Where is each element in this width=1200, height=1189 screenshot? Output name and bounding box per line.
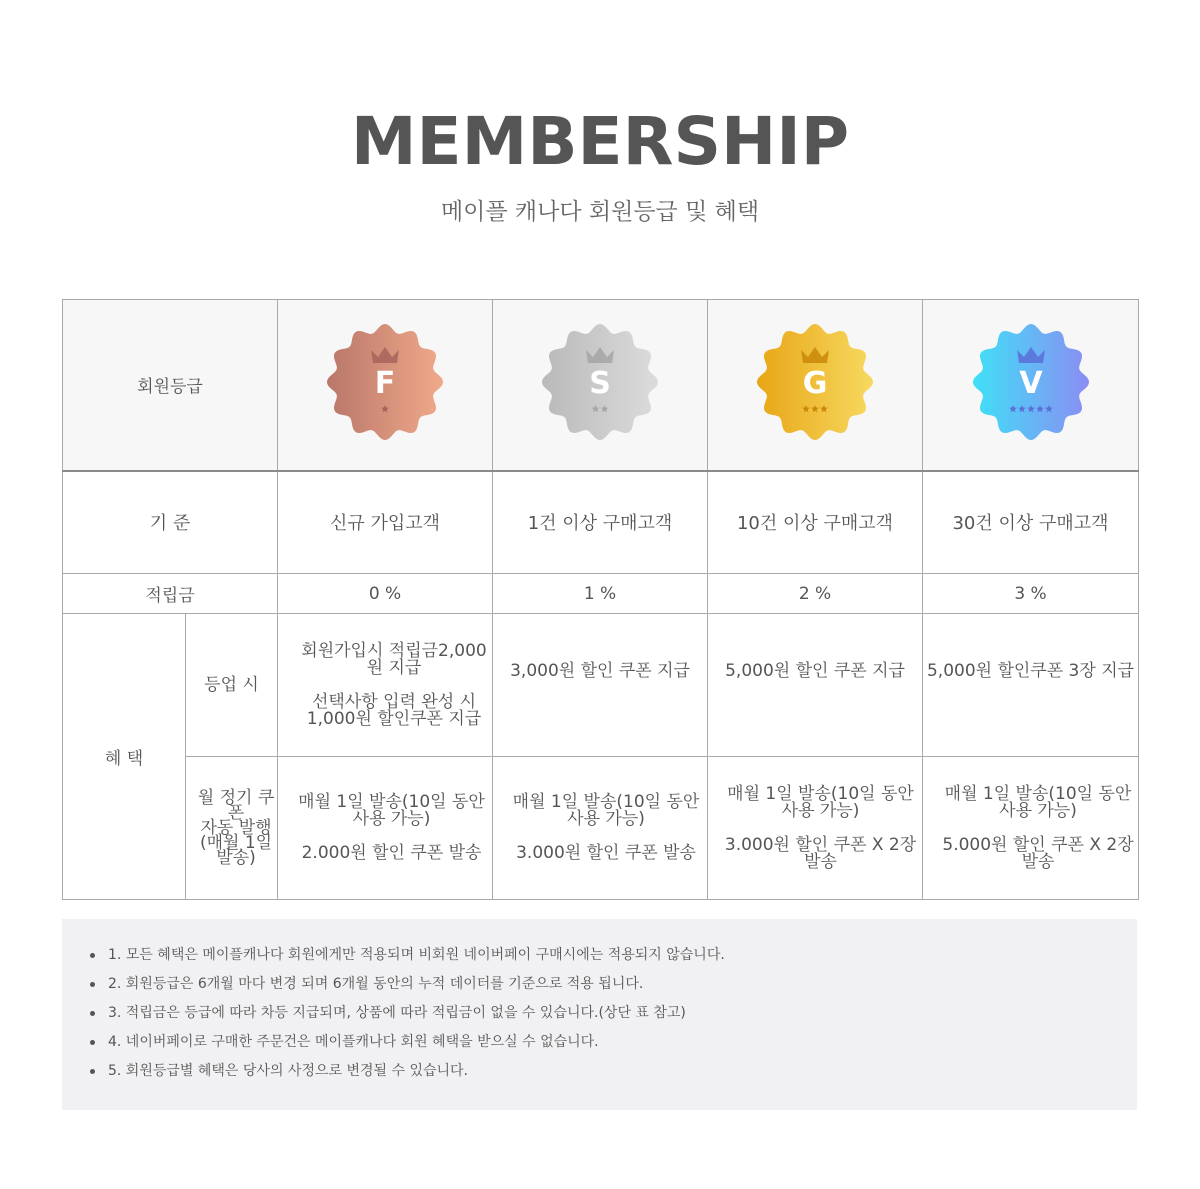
badge-graphic xyxy=(541,323,659,441)
note-item xyxy=(86,1057,1137,1086)
upgrade-label: 등업 시 xyxy=(186,614,278,757)
criteria-row xyxy=(63,471,1139,574)
benefit-line: 3,000원 할인 쿠폰 지급 xyxy=(510,661,690,681)
badge-graphic xyxy=(972,323,1090,441)
note-item xyxy=(86,1028,1137,1057)
monthly-label-line: 자동 발행 xyxy=(200,817,272,838)
badge-graphic xyxy=(756,323,874,441)
benefit-line: 매월 1일 발송(10일 동안 사용 가능) xyxy=(727,783,914,821)
benefit-line: 5,000원 할인 쿠폰 지급 xyxy=(725,661,905,681)
points-cell: 0 % xyxy=(278,574,493,614)
grade-cell-v xyxy=(923,300,1139,471)
bullet-icon xyxy=(90,982,95,987)
benefit-line: 3.000원 할인 쿠폰 발송 xyxy=(516,843,696,863)
monthly-label-line: (매월 1일 발송) xyxy=(199,832,273,868)
notes-list xyxy=(86,941,1137,1086)
notes-box xyxy=(62,919,1137,1110)
benefit-line: 3.000원 할인 쿠폰 X 2장 발송 xyxy=(724,834,917,872)
points-cell: 3 % xyxy=(923,574,1139,614)
monthly-benefit-cell xyxy=(278,757,493,900)
monthly-benefit-row xyxy=(63,757,1139,900)
upgrade-benefit-cell xyxy=(493,614,708,757)
note-text: 2. 회원등급은 6개월 마다 변경 되며 6개월 동안의 누적 데이터를 기준으로 적용 됩니다. xyxy=(108,976,644,992)
note-text: 5. 회원등급별 혜택은 당사의 사정으로 변경될 수 있습니다. xyxy=(108,1063,469,1079)
note-item xyxy=(86,970,1137,999)
grade-letter: G xyxy=(802,366,828,402)
benefit-line: 5.000원 할인 쿠폰 X 2장 발송 xyxy=(942,834,1134,872)
grade-letter: V xyxy=(1018,366,1043,402)
upgrade-benefit-cell xyxy=(278,614,493,757)
bullet-icon xyxy=(90,1011,95,1016)
grade-badge-v xyxy=(972,323,1090,441)
monthly-benefit-cell xyxy=(923,757,1139,900)
benefit-label: 혜 택 xyxy=(63,614,186,900)
grade-letter: S xyxy=(589,366,611,402)
grade-cell-f xyxy=(278,300,493,471)
note-item xyxy=(86,941,1137,970)
note-text: 1. 모든 혜택은 메이플캐나다 회원에게만 적용되며 비회원 네이버페이 구매시에는 적용되지 않습니다. xyxy=(108,947,725,963)
grade-badge-s xyxy=(541,323,659,441)
benefit-line: 2.000원 할인 쿠폰 발송 xyxy=(301,843,482,863)
monthly-label-line: 월 정기 쿠폰 xyxy=(197,787,275,823)
benefit-line: 매월 1일 발송(10일 동안 사용 가능) xyxy=(944,783,1132,821)
badge-graphic xyxy=(326,323,444,441)
monthly-label xyxy=(186,757,278,900)
benefit-line: 5,000원 할인쿠폰 3장 지급 xyxy=(926,661,1135,681)
grade-badge-f xyxy=(326,323,444,441)
bullet-icon xyxy=(90,1069,95,1074)
points-cell: 2 % xyxy=(708,574,923,614)
criteria-cell: 30건 이상 구매고객 xyxy=(923,471,1139,574)
benefit-line: 매월 1일 발송(10일 동안 사용 가능) xyxy=(298,792,485,829)
benefit-line: 매월 1일 발송(10일 동안 사용 가능) xyxy=(512,792,700,829)
criteria-cell: 1건 이상 구매고객 xyxy=(493,471,708,574)
upgrade-benefit-cell xyxy=(708,614,923,757)
page-title: MEMBERSHIP xyxy=(350,103,850,180)
upgrade-benefit-cell xyxy=(923,614,1139,757)
benefit-line: 1,000원 할인쿠폰 지급 xyxy=(306,708,482,729)
points-row xyxy=(63,574,1139,614)
note-text: 3. 적립금은 등급에 따라 차등 지급되며, 상품에 따라 적립금이 없을 수 있습니다.(상단 표 참고) xyxy=(108,1005,686,1021)
monthly-benefit-cell xyxy=(493,757,708,900)
grade-badge-g xyxy=(756,323,874,441)
benefit-line: 선택사항 입력 완성 시 xyxy=(312,691,477,712)
page-subtitle: 메이플 캐나다 회원등급 및 혜택 xyxy=(440,199,760,225)
points-cell: 1 % xyxy=(493,574,708,614)
criteria-label: 기 준 xyxy=(63,471,278,574)
bullet-icon xyxy=(90,953,95,958)
grade-cell-g xyxy=(708,300,923,471)
points-label: 적립금 xyxy=(63,574,278,614)
grade-cell-s xyxy=(493,300,708,471)
monthly-benefit-cell xyxy=(708,757,923,900)
upgrade-benefit-row xyxy=(63,614,1139,757)
grade-letter: F xyxy=(374,366,396,402)
grade-row xyxy=(63,300,1139,471)
note-item xyxy=(86,999,1137,1028)
bullet-icon xyxy=(90,1040,95,1045)
benefit-line: 회원가입시 적립금2,000원 지급 xyxy=(301,640,487,678)
grade-label: 회원등급 xyxy=(63,300,278,471)
note-text: 4. 네이버페이로 구매한 주문건은 메이플캐나다 회원 혜택을 받으실 수 없습니다. xyxy=(108,1034,599,1050)
membership-table xyxy=(62,299,1139,900)
criteria-cell: 신규 가입고객 xyxy=(278,471,493,574)
criteria-cell: 10건 이상 구매고객 xyxy=(708,471,923,574)
